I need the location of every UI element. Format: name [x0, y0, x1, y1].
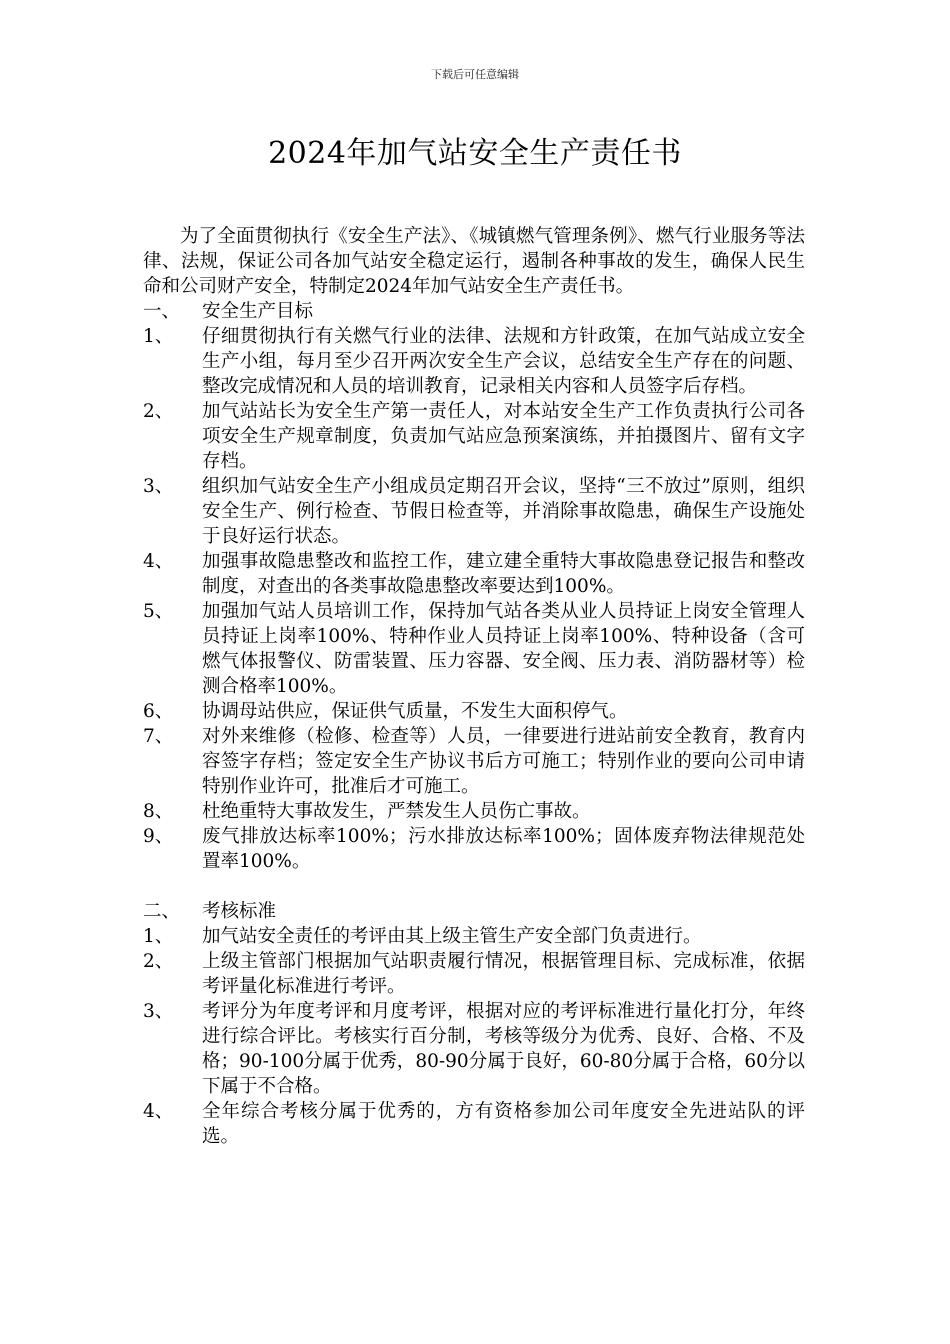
- item-text: 加气站站长为安全生产第一责任人，对本站安全生产工作负责执行公司各项安全生产规章制度，负责加气站应急预案演练，并拍摄图片、留有文字存档。: [202, 401, 805, 472]
- section-heading-goals: [143, 299, 805, 324]
- item-text: 组织加气站安全生产小组成员定期召开会议，坚持“三不放过”原则，组织安全生产、例行检查、节假日检查等，并消除事故隐患，确保生产设施处于良好运行状态。: [202, 476, 805, 547]
- item-number: 6、: [143, 701, 174, 722]
- section-number: 一、: [143, 301, 181, 322]
- item-text: 全年综合考核分属于优秀的，方有资格参加公司年度安全先进站队的评选。: [202, 1101, 805, 1147]
- section-spacer: [143, 874, 805, 899]
- item-number: 8、: [143, 801, 174, 822]
- list-item: [143, 1099, 805, 1149]
- item-number: 7、: [143, 726, 174, 747]
- item-text: 加强事故隐患整改和监控工作，建立建全重特大事故隐患登记报告和整改制度，对查出的各类事故隐患整改率要达到100%。: [202, 551, 805, 597]
- item-number: 3、: [143, 476, 174, 497]
- assessment-list: [143, 924, 805, 1149]
- goals-list: [143, 324, 805, 874]
- section-title: 考核标准: [202, 901, 277, 922]
- item-number: 4、: [143, 1101, 174, 1122]
- item-text: 对外来维修（检修、检查等）人员，一律要进行进站前安全教育，教育内容签字存档；签定安全生产协议书后方可施工；特别作业的要向公司申请特别作业许可，批准后才可施工。: [202, 726, 805, 797]
- header-note: 下载后可任意编辑: [431, 68, 519, 81]
- item-text: 加气站安全责任的考评由其上级主管生产安全部门负责进行。: [202, 926, 702, 947]
- item-text: 考评分为年度考评和月度考评，根据对应的考评标准进行量化打分，年终进行综合评比。考核实行百分制，考核等级分为优秀、良好、合格、不及格；90-100分属于优秀，80-90分属于良好，60-80分属于合格，60分以下属于不合格。: [202, 1001, 805, 1097]
- item-number: 1、: [143, 926, 174, 947]
- item-text: 仔细贯彻执行有关燃气行业的法律、法规和方针政策，在加气站成立安全生产小组，每月至少召开两次安全生产会议，总结安全生产存在的问题、整改完成情况和人员的培训教育，记录相关内容和人员签字后存档。: [202, 326, 805, 397]
- item-text: 上级主管部门根据加气站职责履行情况，根据管理目标、完成标准，依据考评量化标准进行考评。: [202, 951, 805, 997]
- list-item: [143, 949, 805, 999]
- item-number: 9、: [143, 826, 174, 847]
- item-text: 加强加气站人员培训工作，保持加气站各类从业人员持证上岗安全管理人员持证上岗率100%、特种作业人员持证上岗率100%、特种设备（含可燃气体报警仪、防雷装置、压力容器、安全阀、压力表、消防器材等）检测合格率100%。: [202, 601, 805, 697]
- item-number: 4、: [143, 551, 174, 572]
- list-item: [143, 549, 805, 599]
- item-text: 废气排放达标率100%；污水排放达标率100%；固体废弃物法律规范处置率100%。: [202, 826, 805, 872]
- list-item: [143, 799, 805, 824]
- document-body: [143, 224, 805, 1149]
- list-item: [143, 599, 805, 699]
- item-number: 5、: [143, 601, 174, 622]
- list-item: [143, 474, 805, 549]
- item-number: 1、: [143, 326, 174, 347]
- item-number: 2、: [143, 951, 174, 972]
- list-item: [143, 924, 805, 949]
- list-item: [143, 324, 805, 399]
- item-number: 2、: [143, 401, 174, 422]
- section-title: 安全生产目标: [202, 301, 314, 322]
- item-number: 3、: [143, 1001, 174, 1022]
- list-item: [143, 699, 805, 724]
- intro-paragraph: 为了全面贯彻执行《安全生产法》、《城镇燃气管理条例》、燃气行业服务等法律、法规，保证公司各加气站安全稳定运行，遏制各种事故的发生，确保人民生命和公司财产安全，特制定2024年加气站安全生产责任书。: [143, 226, 805, 297]
- document-title: 2024年加气站安全生产责任书: [268, 136, 682, 171]
- list-item: [143, 824, 805, 874]
- section-number: 二、: [143, 901, 181, 922]
- list-item: [143, 399, 805, 474]
- list-item: [143, 724, 805, 799]
- list-item: [143, 999, 805, 1099]
- item-text: 协调母站供应，保证供气质量，不发生大面积停气。: [202, 701, 628, 722]
- item-text: 杜绝重特大事故发生，严禁发生人员伤亡事故。: [202, 801, 591, 822]
- section-heading-assessment: [143, 899, 805, 924]
